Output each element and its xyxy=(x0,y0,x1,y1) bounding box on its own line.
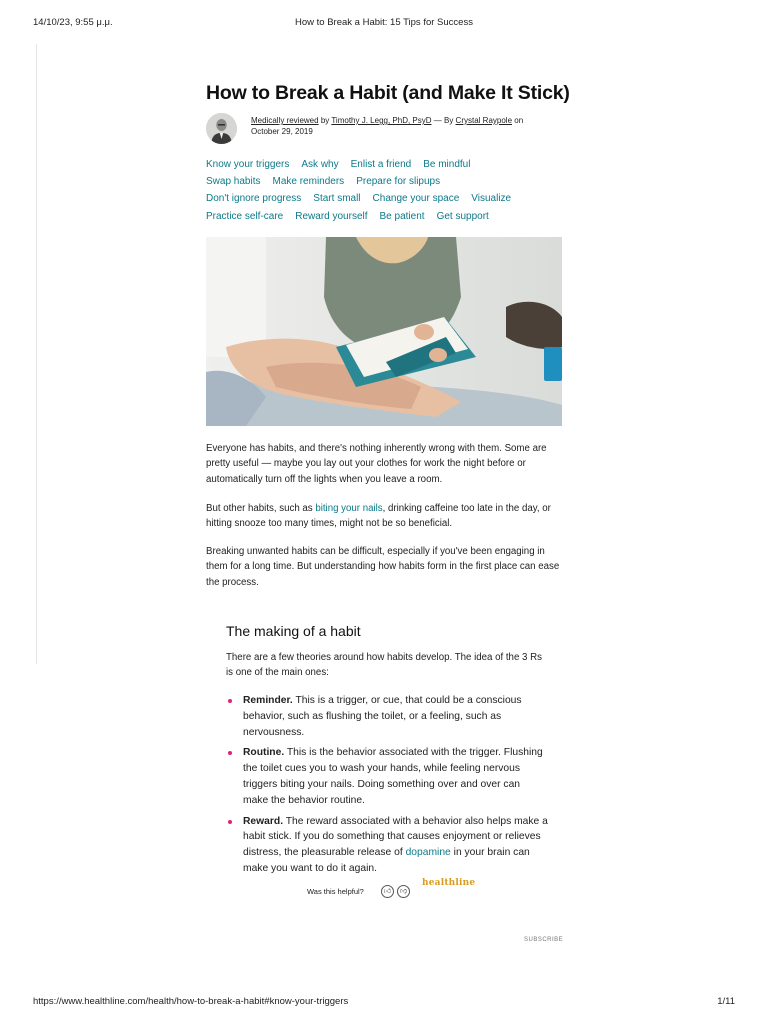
byline-text xyxy=(251,116,561,137)
section-intro: There are a few theories around how habits develop. The idea of the 3 Rs is one of the main ones: xyxy=(226,652,542,679)
list-item-term: Routine. xyxy=(243,747,285,759)
list-item-term: Reward. xyxy=(243,815,284,827)
toc-link-reward-yourself[interactable]: Reward yourself xyxy=(295,210,368,222)
toc-link-enlist-a-friend[interactable]: Enlist a friend xyxy=(350,159,412,170)
list-item xyxy=(228,814,548,877)
bullet-icon xyxy=(228,751,232,755)
byline xyxy=(206,113,562,145)
avatar-portrait-icon xyxy=(206,113,237,144)
toc-link-ask-why[interactable]: Ask why xyxy=(301,159,339,170)
table-of-contents xyxy=(206,156,566,225)
three-rs-list xyxy=(228,693,548,882)
article-title: How to Break a Habit (and Make It Stick) xyxy=(206,82,570,104)
print-footer xyxy=(33,996,735,1008)
byline-by-author: — By xyxy=(431,116,456,125)
list-item-text: This is the behavior associated with the trigger. Flushing the toilet cues you to wash your hands, while feeling nervous triggers biting your nails. Doing something over and over can make the behavior routine. xyxy=(243,747,543,806)
toc-link-make-reminders[interactable]: Make reminders xyxy=(272,176,345,188)
left-divider xyxy=(36,44,37,664)
paragraph-text: , drinking caffeine too late in the day, or hitting snooze too many times, might not be so beneficial. xyxy=(206,503,551,530)
toc-row xyxy=(206,190,566,207)
toc-row xyxy=(206,173,566,190)
byline-on: on xyxy=(512,116,524,125)
bullet-icon xyxy=(228,699,232,703)
author-link[interactable]: Crystal Raypole xyxy=(455,116,513,125)
paragraph-intro: Everyone has habits, and there's nothing inherently wrong with them. Some are pretty useful — maybe you lay out your clothes for work the night before or automatically turn off the lights when you leave a room. xyxy=(206,443,547,485)
list-item-term: Reminder. xyxy=(243,695,293,706)
woman-reading-notebook-image xyxy=(206,237,562,426)
reviewer-link[interactable]: Timothy J. Legg, PhD, PsyD xyxy=(331,116,432,125)
section-heading: The making of a habit xyxy=(226,623,361,639)
paragraph-text: But other habits, such as xyxy=(206,503,316,514)
list-item xyxy=(228,745,548,808)
toc-link-practice-self-care[interactable]: Practice self-care xyxy=(206,210,284,222)
toc-link-dont-ignore-progress[interactable]: Don't ignore progress xyxy=(206,193,302,205)
toc-link-prepare-for-slipups[interactable]: Prepare for slipups xyxy=(356,176,441,188)
toc-link-change-your-space[interactable]: Change your space xyxy=(372,193,460,205)
toc-link-get-support[interactable]: Get support xyxy=(436,210,489,222)
author-avatar xyxy=(206,113,237,144)
feedback-label: Was this helpful? xyxy=(307,887,364,896)
toc-link-swap-habits[interactable]: Swap habits xyxy=(206,176,261,188)
thumb-up-icon[interactable]: 👍︎ xyxy=(381,885,394,898)
paragraph-other-habits xyxy=(206,501,562,532)
list-item-text: in your brain can make you want to do it again. xyxy=(243,847,530,874)
healthline-logo: healthline xyxy=(422,878,476,888)
toc-link-be-patient[interactable]: Be patient xyxy=(379,210,425,222)
paragraph-breaking-habits: Breaking unwanted habits can be difficult, especially if you've been engaging in them for a long time. But understanding how habits form in the first place can ease the process. xyxy=(206,546,560,588)
subscribe-button[interactable]: SUBSCRIBE xyxy=(524,937,564,943)
byline-by: by xyxy=(318,116,332,125)
toc-link-be-mindful[interactable]: Be mindful xyxy=(423,159,471,170)
medically-reviewed-link[interactable]: Medically reviewed xyxy=(251,116,319,125)
print-header xyxy=(33,17,735,29)
biting-your-nails-link[interactable]: biting your nails xyxy=(315,503,383,514)
hero-image xyxy=(206,237,562,426)
dopamine-link[interactable]: dopamine xyxy=(405,847,451,859)
toc-link-know-your-triggers[interactable]: Know your triggers xyxy=(206,159,290,170)
publish-date: October 29, 2019 xyxy=(251,126,313,136)
list-item-text: This is a trigger, or cue, that could be a conscious behavior, such as flushing the toilet, or a feeling, such as nervousness. xyxy=(243,695,522,738)
list-item-text: The reward associated with a behavior also helps make a habit stick. If you do something that causes enjoyment or relieves distress, the pleasurable release of xyxy=(243,815,548,859)
print-page-title: How to Break a Habit: 15 Tips for Success xyxy=(295,17,473,28)
list-item xyxy=(228,693,548,740)
toc-link-start-small[interactable]: Start small xyxy=(313,193,361,205)
bullet-icon xyxy=(228,820,232,824)
print-url: https://www.healthline.com/health/how-to-break-a-habit#know-your-triggers xyxy=(33,996,349,1007)
toc-row xyxy=(206,156,566,173)
thumb-down-icon[interactable]: 👎︎ xyxy=(397,885,410,898)
toc-link-visualize[interactable]: Visualize xyxy=(471,193,512,205)
print-page-number: 1/11 xyxy=(717,996,735,1007)
toc-row xyxy=(206,208,566,225)
print-date: 14/10/23, 9:55 μ.μ. xyxy=(33,17,113,28)
